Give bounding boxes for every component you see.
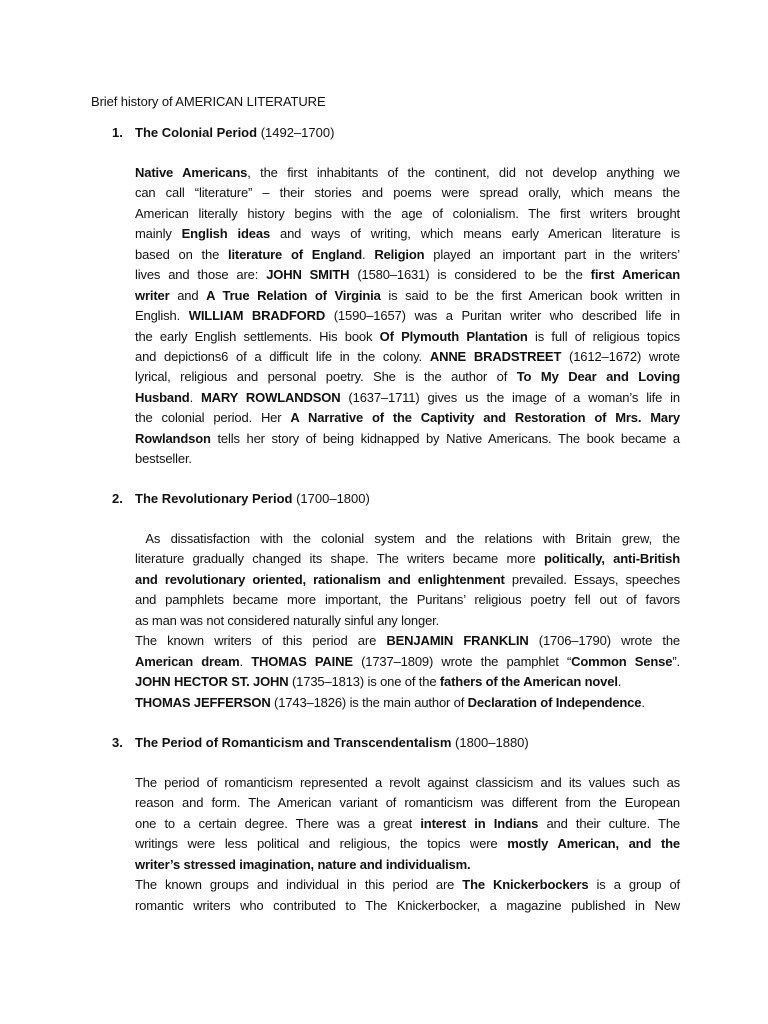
paragraph-line: and pamphlets became more important, the Puritans’ religious poetry fell out of favors (135, 592, 680, 608)
paragraph-line: can call “literature” – their stories and poems were spread orally, which means the (135, 185, 680, 201)
section-title: The Colonial Period (1492–1700) (135, 125, 335, 140)
paragraph-line: mainly English ideas and ways of writing, which means early American literature is (135, 226, 680, 242)
section-romanticism-period (91, 733, 691, 916)
paragraph-line: literature gradually changed its shape. The writers became more politically, anti-British (135, 551, 680, 567)
section-title: The Revolutionary Period (1700–1800) (135, 491, 370, 506)
paragraph-line: and depictions6 of a difficult life in the colony. ANNE BRADSTREET (1612–1672) wrote (135, 348, 680, 364)
paragraph-line: writer and A True Relation of Virginia is said to be the first American book written in (135, 287, 680, 303)
paragraph-line: The known groups and individual in this period are The Knickerbockers is a group of (135, 877, 680, 893)
paragraph-line: as man was not considered naturally sinful any longer. (135, 612, 440, 628)
paragraph-line: English. WILLIAM BRADFORD (1590–1657) was a Puritan writer who described life in (135, 308, 680, 324)
section-body (135, 529, 680, 713)
section-body (135, 773, 680, 916)
paragraph-line: lives and those are: JOHN SMITH (1580–1631) is considered to be the first American (135, 267, 680, 283)
paragraph-line: romantic writers who contributed to The Knickerbocker, a magazine published in New (135, 897, 680, 913)
paragraph-line: American dream. THOMAS PAINE (1737–1809) wrote the pamphlet “Common Sense”. (135, 653, 680, 669)
section-heading (91, 489, 691, 509)
paragraph-line: bestseller. (135, 451, 192, 467)
paragraph-line: reason and form. The American variant of romanticism was different from the European (135, 795, 680, 811)
section-heading (91, 123, 691, 143)
paragraph-line: writer’s stressed imagination, nature and individualism. (135, 856, 471, 872)
section-colonial-period (91, 123, 691, 470)
section-body (135, 163, 680, 470)
paragraph-line: American literally history begins with the age of colonialism. The first writers brought (135, 205, 680, 221)
section-heading (91, 733, 691, 753)
section-revolutionary-period (91, 489, 691, 713)
section-number: 3. (112, 735, 123, 750)
paragraph-line: the early English settlements. His book Of Plymouth Plantation is full of religious topics (135, 328, 680, 344)
paragraph-line: lyrical, religious and personal poetry. She is the author of To My Dear and Loving (135, 369, 680, 385)
paragraph-line: Husband. MARY ROWLANDSON (1637–1711) gives us the image of a woman’s life in (135, 389, 680, 405)
paragraph-line: based on the literature of England. Religion played an important part in the writers’ (135, 246, 680, 262)
paragraph-line: the colonial period. Her A Narrative of the Captivity and Restoration of Mrs. Mary (135, 410, 680, 426)
paragraph-line: The period of romanticism represented a revolt against classicism and its values such as (135, 775, 680, 790)
paragraph-line: As dissatisfaction with the colonial system and the relations with Britain grew, the (135, 531, 680, 546)
paragraph-line: writings were less political and religious, the topics were mostly American, and the (135, 836, 680, 852)
section-number: 2. (112, 491, 123, 506)
paragraph-line: THOMAS JEFFERSON (1743–1826) is the main author of Declaration of Independence. (135, 694, 645, 710)
document-title: Brief history of AMERICAN LITERATURE (91, 94, 326, 109)
section-number: 1. (112, 125, 123, 140)
section-title: The Period of Romanticism and Transcendentalism (1800–1880) (135, 735, 529, 750)
paragraph-line: and revolutionary oriented, rationalism and enlightenment prevailed. Essays, speeches (135, 571, 680, 587)
paragraph-line: one to a certain degree. There was a great interest in Indians and their culture. The (135, 815, 680, 831)
paragraph-line: Rowlandson tells her story of being kidnapped by Native Americans. The book became a (135, 430, 680, 446)
paragraph-line: Native Americans, the first inhabitants of the continent, did not develop anything we (135, 165, 680, 180)
paragraph-line: The known writers of this period are BENJAMIN FRANKLIN (1706–1790) wrote the (135, 633, 680, 649)
paragraph-line: JOHN HECTOR ST. JOHN (1735–1813) is one of the fathers of the American novel. (135, 674, 622, 690)
